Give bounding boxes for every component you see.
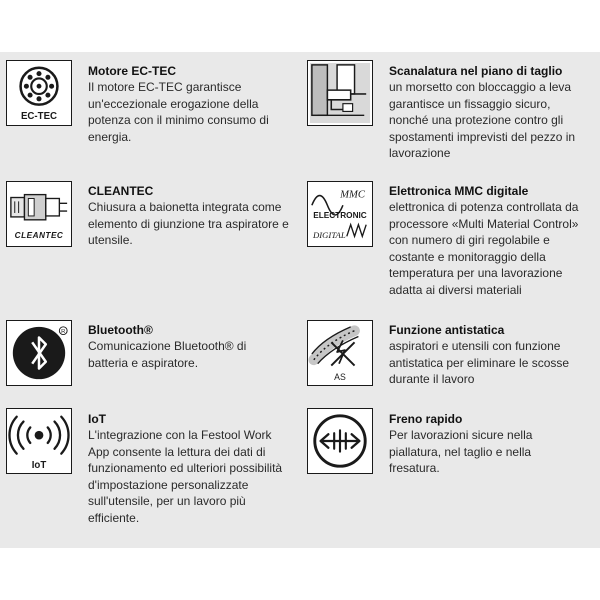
feature-text <box>88 63 293 145</box>
quick-brake-icon <box>307 408 373 474</box>
feature-title: Bluetooth® <box>88 323 153 337</box>
as-icon-label: AS <box>334 372 346 383</box>
iot-signal-icon <box>6 408 72 474</box>
feature-text <box>88 183 293 249</box>
motor-icon <box>6 60 72 126</box>
feature-title: Motore EC-TEC <box>88 64 176 78</box>
feature-title: Elettronica MMC digitale <box>389 184 529 198</box>
bluetooth-icon <box>6 320 72 386</box>
feature-description: Per lavorazioni sicure nella piallatura, nel taglio e nella fresatura. <box>389 428 533 475</box>
iot-icon-label: IoT <box>31 460 47 472</box>
ec-tec-icon-label: EC-TEC <box>20 111 58 123</box>
feature-title: IoT <box>88 412 106 426</box>
mmc-icon-label: MMC <box>340 189 366 201</box>
feature-description: Chiusura a baionetta integrata come elemento di giunzione tra aspiratore e utensile. <box>88 200 289 247</box>
feature-text <box>88 411 293 526</box>
feature-title: Funzione antistatica <box>389 323 505 337</box>
feature-description: aspiratori e utensili con funzione antistatica per eliminare le scosse durante il lavoro <box>389 339 570 386</box>
feature-title: Scanalatura nel piano di taglio <box>389 64 563 78</box>
feature-description: un morsetto con bloccaggio a leva garantisce un fissaggio sicuro, nonché una protezione contro gli spostamenti imprevisti del pezzo in lavorazione <box>389 80 576 160</box>
feature-description: Comunicazione Bluetooth® di batteria e aspiratore. <box>88 339 247 370</box>
feature-title: CLEANTEC <box>88 184 154 198</box>
feature-text <box>389 322 594 388</box>
cleantec-icon-label: CLEANTEC <box>14 231 64 241</box>
feature-text <box>389 411 594 477</box>
feature-description: L'integrazione con la Festool Work App consente la lettura dei dati di funzionamento ed ulteriori possibilità d'impostazione personalizzate sull'utensile, per un lavoro più efficiente. <box>88 428 283 525</box>
svg-text:R: R <box>61 329 66 336</box>
feature-text <box>389 183 594 298</box>
feature-title: Freno rapido <box>389 412 463 426</box>
feature-text <box>389 63 594 162</box>
clamp-icon <box>307 60 373 126</box>
mmc-electronic-icon <box>307 181 373 247</box>
feature-description: elettronica di potenza controllata da processore «Multi Material Control» con numero di giri regolabile e costante e monitoraggio della temperatura per una lavorazione adatta ai diversi materiali <box>389 200 579 297</box>
feature-description: Il motore EC-TEC garantisce un'eccezionale erogazione della potenza con il minimo consumo di energia. <box>88 80 269 144</box>
feature-text <box>88 322 293 371</box>
digital-icon-label: DIGITAL <box>312 230 346 241</box>
electronic-icon-label: ELECTRONIC <box>313 210 367 220</box>
bayonet-connector-icon <box>6 181 72 247</box>
features-panel <box>0 52 600 548</box>
antistatic-icon <box>307 320 373 386</box>
